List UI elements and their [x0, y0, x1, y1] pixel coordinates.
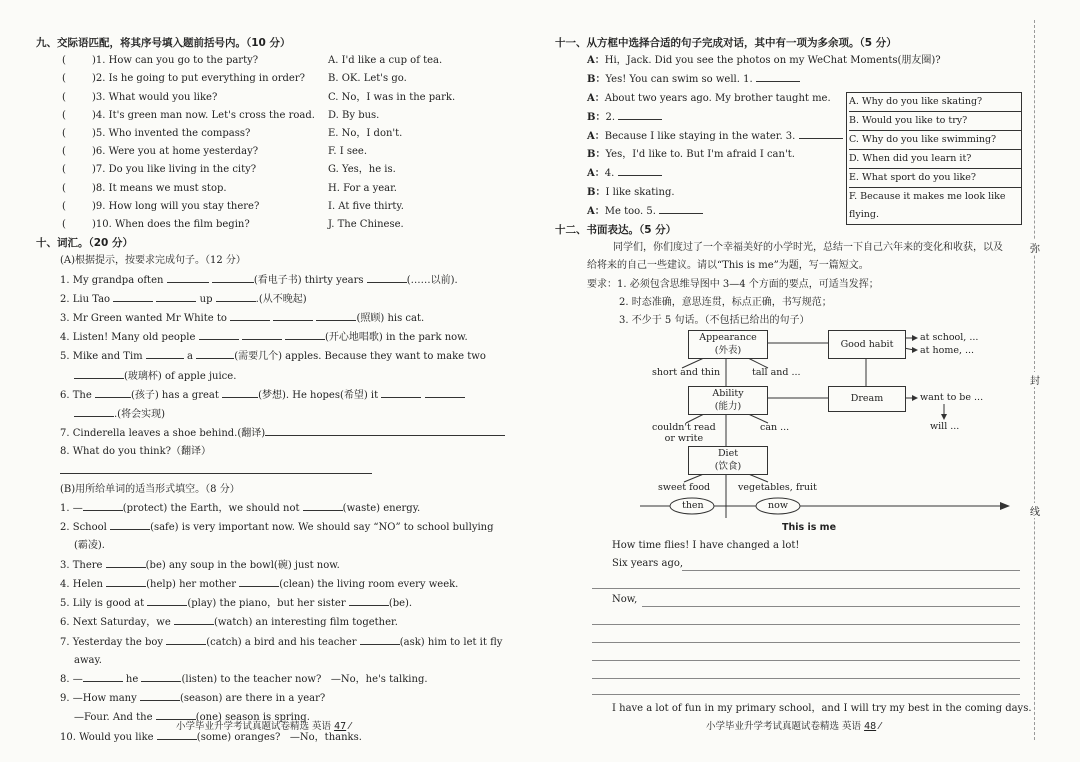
writing-end: I have a lot of fun in my primary school，and I will try my best in the coming days. — [612, 703, 1032, 714]
option-c: C. Why do you like swimming? — [849, 131, 1021, 150]
answer-paren[interactable]: ( — [62, 219, 66, 231]
side-mark-mi: 弥 — [1030, 240, 1040, 255]
match-answer: B. OK. Let's go. — [328, 73, 407, 85]
label-then: then — [682, 500, 704, 511]
requirement-2: 2. 时态准确，意思连贯，标点正确，书写规范； — [619, 296, 832, 308]
label-now: now — [768, 500, 788, 511]
b-item-2-cont: (霸凌). — [74, 540, 105, 552]
label-short-thin: short and thin — [652, 367, 721, 378]
writing-line[interactable] — [592, 588, 1020, 589]
match-question: )2. Is he going to put everything in order? — [92, 73, 305, 85]
match-question: )3. What would you like? — [92, 91, 218, 103]
match-question: )8. It means we must stop. — [92, 182, 227, 194]
label-couldnt: couldn't read or write — [652, 422, 716, 444]
writing-prompt-1: 同学们，你们度过了一个幸福美好的小学时光，总结一下自己六年来的变化和收获，以及 — [613, 242, 1003, 254]
writing-line[interactable] — [592, 624, 1020, 625]
match-question: )7. Do you like living in the city? — [92, 164, 257, 176]
answer-paren[interactable]: ( — [62, 73, 66, 85]
part-b-title: (B)用所给单词的适当形式填空。（8 分） — [60, 483, 240, 495]
part-a-title: (A)根据提示，按要求完成句子。（12 分） — [60, 255, 246, 267]
match-answer: G. Yes，he is. — [328, 164, 396, 176]
b-item-3: 3. There (be) any soup in the bowl(碗) just now. — [36, 556, 518, 575]
requirement-3: 3. 不少于 5 句话。（不包括已给出的句子） — [619, 315, 810, 327]
writing-start-2: Six years ago, — [612, 558, 684, 569]
label-can: can ... — [760, 422, 790, 433]
writing-line[interactable] — [592, 642, 1020, 643]
option-d: D. When did you learn it? — [849, 150, 1021, 169]
label-want-to-be: want to be ... — [920, 392, 984, 403]
b-item-2: 2. School (safe) is very important now. We should say “NO” to school bullying — [36, 518, 518, 537]
match-question: )4. It's green man now. Let's cross the road. — [92, 109, 315, 121]
node-diet: Diet (饮食) — [688, 446, 768, 475]
option-e: E. What sport do you like? — [849, 169, 1021, 188]
a-item-8: 8. What do you think?（翻译） — [36, 443, 518, 480]
match-answer: H. For a year. — [328, 182, 397, 194]
dialogue-line: A：About two years ago. My brother taught me. — [587, 92, 831, 104]
dialogue-line: B：2. — [587, 108, 1025, 127]
node-dream: Dream — [828, 386, 906, 412]
a-item-1: 1. My grandpa often (看电子书) thirty years (……以前). — [36, 271, 518, 290]
b-item-10: 10. Would you like (some) oranges? —No，thanks. — [36, 728, 518, 747]
b-item-9-cont: —Four. And the (one) season is spring. — [36, 708, 518, 727]
dialogue-line: A：Because I like staying in the water. 3. — [587, 127, 1025, 146]
section-12-title: 十二、书面表达。（5 分） — [555, 224, 677, 237]
label-at-school: at school, ... — [920, 332, 979, 343]
dialogue-line: B：I like skating. — [587, 186, 675, 198]
label-tall: tall and ... — [752, 367, 801, 378]
option-f: F. Because it makes me look like flying. — [849, 191, 1006, 220]
a-item-6: 6. The (孩子) has a great (梦想). He hopes(希望) it — [36, 386, 518, 405]
b-item-7: 7. Yesterday the boy (catch) a bird and his teacher (ask) him to let it fly — [36, 633, 518, 652]
label-sweet-food: sweet food — [658, 482, 711, 493]
answer-paren[interactable]: ( — [62, 128, 66, 140]
match-answer: C. No，I was in the park. — [328, 91, 456, 103]
side-mark-xian: 线 — [1030, 503, 1040, 518]
writing-start-1: How time flies! I have changed a lot! — [612, 540, 800, 551]
dialogue-line: A：Hi，Jack. Did you see the photos on my WeChat Moments(朋友圈)? — [587, 55, 941, 67]
a-item-2: 2. Liu Tao up .(从不晚起) — [36, 290, 518, 309]
writing-line[interactable] — [682, 570, 1020, 571]
b-item-7-cont: away. — [74, 654, 102, 666]
a-item-3: 3. Mr Green wanted Mr White to (照顾) his cat. — [36, 309, 518, 328]
writing-line[interactable] — [642, 606, 1020, 607]
match-question: )10. When does the film begin? — [92, 219, 250, 231]
mindmap-caption: This is me — [782, 522, 837, 533]
a-item-5-cont: (玻璃杯) of apple juice. — [36, 367, 518, 386]
writing-line[interactable] — [592, 678, 1020, 679]
node-good-habit: Good habit — [828, 330, 906, 359]
match-answer: E. No，I don't. — [328, 128, 403, 140]
writing-start-3: Now, — [612, 594, 638, 605]
match-answer: I. At five thirty. — [328, 200, 404, 212]
section-10-title: 十、词汇。（20 分） — [36, 237, 134, 250]
writing-line[interactable] — [592, 660, 1020, 661]
node-ability: Ability (能力) — [688, 386, 768, 415]
label-will: will ... — [930, 421, 960, 432]
a-item-5: 5. Mike and Tim a (需要几个) apples. Because they want to make two — [36, 347, 518, 366]
dialogue-line: A：4. — [587, 164, 1025, 183]
match-question: )1. How can you go to the party? — [92, 55, 259, 67]
label-at-home: at home, ... — [920, 345, 975, 356]
a-item-7: 7. Cinderella leaves a shoe behind.(翻译) — [36, 424, 518, 443]
writing-line[interactable] — [592, 694, 1020, 695]
option-b: B. Would you like to try? — [849, 112, 1021, 131]
answer-paren[interactable]: ( — [62, 109, 66, 121]
b-item-1: 1. — (protect) the Earth，we should not (waste) energy. — [36, 499, 518, 518]
match-answer: D. By bus. — [328, 109, 380, 121]
match-answer: A. I'd like a cup of tea. — [328, 55, 443, 67]
option-a: A. Why do you like skating? — [849, 93, 1021, 112]
label-vegetables: vegetables, fruit — [738, 482, 817, 493]
node-appearance: Appearance (外表) — [688, 330, 768, 359]
dialogue-line: A：Me too. 5. — [587, 202, 1025, 221]
answer-paren[interactable]: ( — [62, 91, 66, 103]
b-item-5: 5. Lily is good at (play) the piano，but her sister (be). — [36, 594, 518, 613]
match-question: )9. How long will you stay there? — [92, 200, 260, 212]
match-answer: J. The Chinese. — [328, 219, 404, 231]
answer-paren[interactable]: ( — [62, 200, 66, 212]
side-mark-feng: 封 — [1030, 372, 1040, 387]
footer-left: 小学毕业升学考试真题试卷精选 英语 47 ⁄ — [176, 721, 351, 732]
match-question: )5. Who invented the compass? — [92, 128, 251, 140]
answer-paren[interactable]: ( — [62, 182, 66, 194]
section-9-title: 九、交际语匹配，将其序号填入题前括号内。（10 分） — [36, 37, 291, 49]
writing-prompt-2: 给将来的自己一些建议。请以“This is me”为题，写一篇短文。 — [587, 260, 869, 272]
answer-paren[interactable]: ( — [62, 146, 66, 158]
a-item-6-cont: .(将会实现) — [36, 405, 518, 424]
b-item-6: 6. Next Saturday，we (watch) an interesting film together. — [36, 613, 518, 632]
answer-paren[interactable]: ( — [62, 55, 66, 67]
dialogue-line: B：Yes! You can swim so well. 1. — [587, 70, 1025, 89]
footer-right: 小学毕业升学考试真题试卷精选 英语 48 ⁄ — [706, 721, 881, 732]
b-item-4: 4. Helen (help) her mother (clean) the living room every week. — [36, 575, 518, 594]
b-item-9: 9. —How many (season) are there in a year? — [36, 689, 518, 708]
dialogue-line: B：Yes，I'd like to. But I'm afraid I can't. — [587, 149, 795, 161]
b-item-8: 8. — he (listen) to the teacher now? —No，he's talking. — [36, 670, 518, 689]
match-question: )6. Were you at home yesterday? — [92, 146, 259, 158]
answer-paren[interactable]: ( — [62, 164, 66, 176]
a-item-4: 4. Listen! Many old people (开心地唱歌) in the park now. — [36, 328, 518, 347]
section-11-title: 十一、从方框中选择合适的句子完成对话，其中有一项为多余项。（5 分） — [555, 37, 897, 49]
match-answer: F. I see. — [328, 146, 368, 158]
requirement-1: 要求：1. 必须包含思维导图中 3—4 个方面的要点，可适当发挥； — [587, 278, 879, 290]
